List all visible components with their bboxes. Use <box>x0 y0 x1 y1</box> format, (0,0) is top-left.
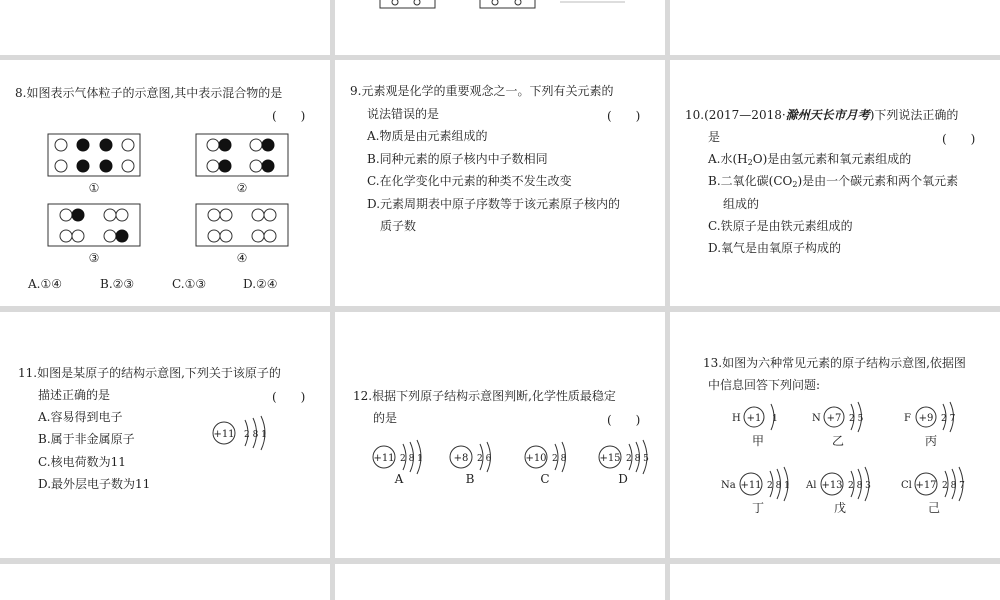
q13-stem-line1: 13.如图为六种常见元素的原子结构示意图,依据图 <box>703 356 966 370</box>
q11-atom-diagram <box>212 416 282 456</box>
q11-stem-line1: 11.如图是某原子的结构示意图,下列关于该原子的 <box>18 366 281 380</box>
q10-option-b-cont: 组成的 <box>723 197 760 211</box>
q12-atom-d-shells: 2 8 5 <box>626 454 649 464</box>
q12-atom-b-nucleus: +8 <box>453 453 469 464</box>
q12-atom-c-shells: 2 8 <box>552 454 567 464</box>
q13-atom-f-label: 丙 <box>924 434 937 448</box>
q12-atom-a-shells: 2 8 1 <box>400 454 423 464</box>
q12-atom-c <box>524 440 584 480</box>
panel-top-middle <box>335 0 665 55</box>
q9-option-d: D.元素周期表中原子序数等于该元素原子核内的 <box>367 197 621 211</box>
q10-option-a-sub: 2 <box>747 158 753 167</box>
q12-atom-b <box>449 440 509 480</box>
q13-atom-n-shells: 2 5 <box>849 414 864 424</box>
q9-stem-line1: 9.元素观是化学的重要观念之一。下列有关元素的 <box>350 84 614 98</box>
q12-answer-paren: ( ) <box>607 413 641 427</box>
q12-atom-a-nucleus: +11 <box>373 453 395 464</box>
panel-q13 <box>670 312 1000 558</box>
panel-bottom-right <box>670 564 1000 600</box>
q10-option-c: C.铁原子是由铁元素组成的 <box>708 219 853 233</box>
q11-option-d: D.最外层电子数为11 <box>38 477 151 491</box>
panel-q8 <box>0 60 330 306</box>
q13-atom-na-nucleus: +11 <box>740 480 762 491</box>
q13-atom-al-label: 戊 <box>833 501 846 515</box>
q13-atom-na-symbol: Na <box>721 480 736 491</box>
q13-stem-line2: 中信息回答下列问题: <box>708 378 821 392</box>
q12-atom-c-label: C <box>540 472 550 486</box>
q12-atom-b-shells: 2 6 <box>477 454 492 464</box>
q13-atom-h-label: 甲 <box>751 434 764 448</box>
q13-atom-cl-shells: 2 8 7 <box>942 481 965 491</box>
q8-answer-paren: ( ) <box>272 109 306 123</box>
panel-q11 <box>0 312 330 558</box>
q12-stem-line1: 12.根据下列原子结构示意图判断,化学性质最稳定 <box>353 389 616 403</box>
q13-atom-h-nucleus: +1 <box>746 413 762 424</box>
q10-answer-paren: ( ) <box>942 132 976 146</box>
q8-option-d: D.②④ <box>243 277 278 291</box>
q10-option-d: D.氧气是由氧原子构成的 <box>708 241 842 255</box>
q10-option-a-text2: O)是由氢元素和氧元素组成的 <box>752 152 912 166</box>
q10-source: 滁州天长市月考 <box>785 108 870 122</box>
q10-option-b-text1: B.二氧化碳(CO <box>708 174 793 188</box>
q12-atom-d-label: D <box>618 472 628 486</box>
q10-stem-suffix: )下列说法正确的 <box>869 108 959 122</box>
q11-nucleus-charge: +11 <box>213 429 235 440</box>
q9-option-a: A.物质是由元素组成的 <box>367 129 488 143</box>
q13-atom-cl-nucleus: +17 <box>915 480 937 491</box>
q10-stem-line2: 是 <box>708 130 721 144</box>
q8-option-c: C.①③ <box>172 277 207 291</box>
q11-answer-paren: ( ) <box>272 390 306 404</box>
q8-particle-figure <box>0 130 330 280</box>
q12-atom-c-nucleus: +10 <box>525 453 547 464</box>
q8-option-b: B.②③ <box>100 277 135 291</box>
q11-electron-shells: 2 8 1 <box>244 430 267 440</box>
q13-atom-n-label: 乙 <box>831 434 844 448</box>
q13-atom-al-nucleus: +13 <box>821 480 843 491</box>
q8-fig-label-3: ③ <box>88 251 100 265</box>
q13-atom-cl-symbol: Cl <box>901 480 912 491</box>
q11-option-c: C.核电荷数为11 <box>38 455 126 469</box>
q8-stem: 8.如图表示气体粒子的示意图,其中表示混合物的是 <box>15 86 283 100</box>
q8-option-a: A.①④ <box>28 277 62 291</box>
q13-atom-f-symbol: F <box>904 413 911 424</box>
q10-stem-line1 <box>685 104 958 127</box>
q12-atom-b-label: B <box>465 472 475 486</box>
q9-option-c: C.在化学变化中元素的种类不发生改变 <box>367 174 572 188</box>
panel-q9 <box>335 60 665 306</box>
q12-atom-d-nucleus: +15 <box>599 453 621 464</box>
panel-top-left <box>0 0 330 55</box>
q13-atom-al-shells: 2 8 3 <box>848 481 871 491</box>
q13-atom-na-shells: 2 8 1 <box>767 481 790 491</box>
q10-stem-prefix: 10.(2017—2018· <box>685 108 786 122</box>
q13-atom-f-nucleus: +9 <box>918 413 934 424</box>
panel-q10 <box>670 60 1000 306</box>
q11-stem-line2: 描述正确的是 <box>38 388 111 402</box>
q9-stem-line2: 说法错误的是 <box>367 107 440 121</box>
panel-top-right <box>670 0 1000 55</box>
q12-atom-a-label: A <box>394 472 404 486</box>
q13-atom-n-nucleus: +7 <box>826 413 842 424</box>
q9-option-b: B.同种元素的原子核内中子数相同 <box>367 152 548 166</box>
q13-atom-na-label: 丁 <box>751 501 764 515</box>
q8-fig-label-2: ② <box>236 181 248 195</box>
q13-atom-f-shells: 2 7 <box>941 414 956 424</box>
q9-option-d-cont: 质子数 <box>380 219 417 233</box>
q10-option-a-text1: A.水(H <box>708 152 748 166</box>
q13-atom-cl-label: 己 <box>927 501 940 515</box>
q10-option-b-text2: )是由一个碳元素和两个氧元素 <box>797 174 959 188</box>
q13-atom-h-symbol: H <box>732 413 741 424</box>
top-figure-fragment <box>335 0 665 55</box>
panel-bottom-middle <box>335 564 665 600</box>
q11-option-b: B.属于非金属原子 <box>38 432 135 446</box>
q13-atom-al-symbol: Al <box>806 480 817 491</box>
q10-option-b-sub: 2 <box>792 180 798 189</box>
q8-fig-label-1: ① <box>88 181 100 195</box>
q13-atom-n-symbol: N <box>812 413 821 424</box>
q9-answer-paren: ( ) <box>607 109 641 123</box>
q13-atom-h-shells: 1 <box>772 414 778 424</box>
q12-stem-line2: 的是 <box>373 411 398 425</box>
q11-option-a: A.容易得到电子 <box>38 410 123 424</box>
q8-fig-label-4: ④ <box>236 251 248 265</box>
panel-bottom-left <box>0 564 330 600</box>
panel-q12 <box>335 312 665 558</box>
